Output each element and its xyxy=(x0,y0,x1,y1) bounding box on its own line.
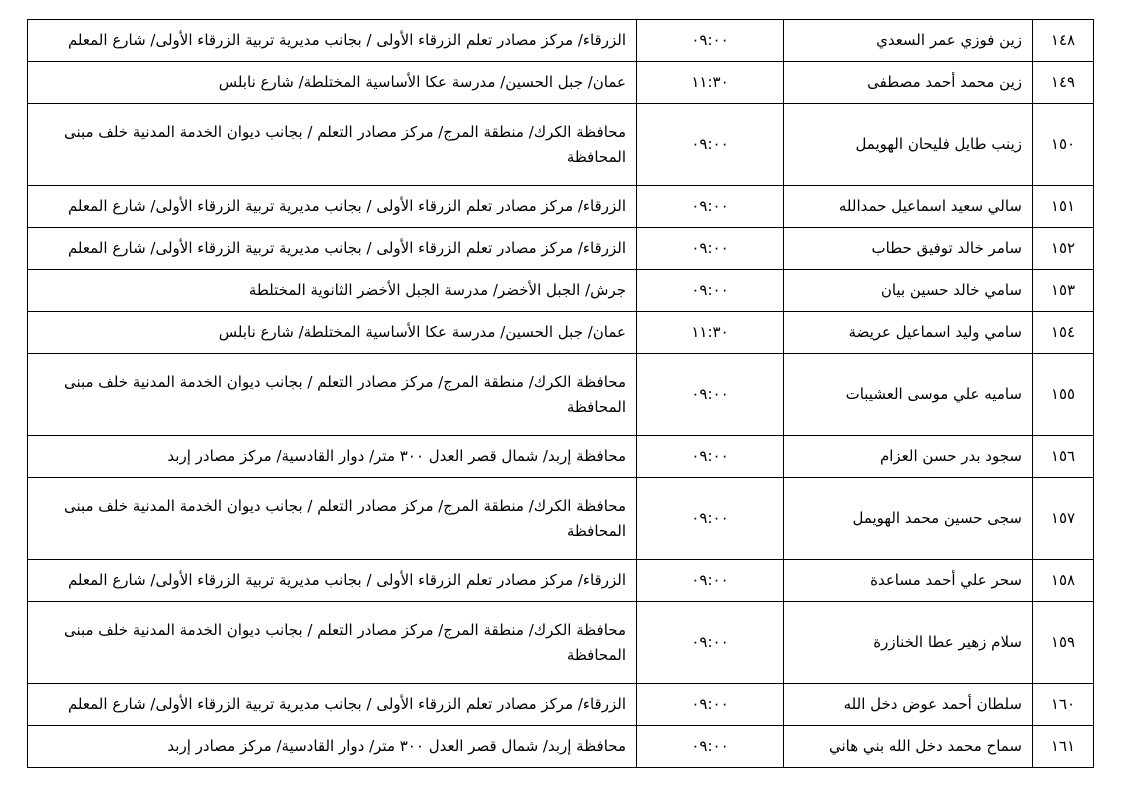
row-number-cell: ١٥٧ xyxy=(1033,478,1094,560)
table-row xyxy=(28,354,1094,436)
location-cell: محافظة إربد/ شمال قصر العدل ٣٠٠ متر/ دوار القادسية/ مركز مصادر إربد xyxy=(28,436,637,478)
name-cell: ساميه علي موسى العشيبات xyxy=(784,354,1033,436)
table-row xyxy=(28,602,1094,684)
time-cell: ٠٩:٠٠ xyxy=(637,478,784,560)
location-cell: الزرقاء/ مركز مصادر تعلم الزرقاء الأولى / بجانب مديرية تربية الزرقاء الأولى/ شارع المعلم xyxy=(28,228,637,270)
location-cell: محافظة إربد/ شمال قصر العدل ٣٠٠ متر/ دوار القادسية/ مركز مصادر إربد xyxy=(28,726,637,768)
name-cell: سلام زهير عطا الخنازرة xyxy=(784,602,1033,684)
row-number-cell: ١٥٢ xyxy=(1033,228,1094,270)
row-number-cell: ١٥٦ xyxy=(1033,436,1094,478)
time-cell: ١١:٣٠ xyxy=(637,62,784,104)
row-number-cell: ١٦٠ xyxy=(1033,684,1094,726)
row-number-cell: ١٥٠ xyxy=(1033,104,1094,186)
time-cell: ٠٩:٠٠ xyxy=(637,20,784,62)
location-cell: جرش/ الجبل الأخضر/ مدرسة الجبل الأخضر الثانوية المختلطة xyxy=(28,270,637,312)
time-cell: ٠٩:٠٠ xyxy=(637,436,784,478)
table-row xyxy=(28,560,1094,602)
location-cell: عمان/ جبل الحسين/ مدرسة عكا الأساسية المختلطة/ شارع نابلس xyxy=(28,62,637,104)
table-row xyxy=(28,270,1094,312)
table-row xyxy=(28,312,1094,354)
time-cell: ٠٩:٠٠ xyxy=(637,228,784,270)
time-cell: ٠٩:٠٠ xyxy=(637,186,784,228)
location-cell: الزرقاء/ مركز مصادر تعلم الزرقاء الأولى / بجانب مديرية تربية الزرقاء الأولى/ شارع المعلم xyxy=(28,20,637,62)
schedule-table xyxy=(27,19,1094,768)
name-cell: سامر خالد توفيق حطاب xyxy=(784,228,1033,270)
name-cell: زين محمد أحمد مصطفى xyxy=(784,62,1033,104)
name-cell: سجود بدر حسن العزام xyxy=(784,436,1033,478)
row-number-cell: ١٥٨ xyxy=(1033,560,1094,602)
table-body xyxy=(28,20,1094,768)
table-row xyxy=(28,684,1094,726)
location-cell: الزرقاء/ مركز مصادر تعلم الزرقاء الأولى / بجانب مديرية تربية الزرقاء الأولى/ شارع المعلم xyxy=(28,186,637,228)
time-cell: ٠٩:٠٠ xyxy=(637,684,784,726)
name-cell: سلطان أحمد عوض دخل الله xyxy=(784,684,1033,726)
location-cell: محافظة الكرك/ منطقة المرج/ مركز مصادر التعلم / بجانب ديوان الخدمة المدنية خلف مبنى المحافظة xyxy=(28,104,637,186)
table-row xyxy=(28,62,1094,104)
row-number-cell: ١٤٩ xyxy=(1033,62,1094,104)
time-cell: ٠٩:٠٠ xyxy=(637,104,784,186)
name-cell: سجى حسين محمد الهويمل xyxy=(784,478,1033,560)
row-number-cell: ١٥٣ xyxy=(1033,270,1094,312)
name-cell: زينب طايل فليحان الهويمل xyxy=(784,104,1033,186)
time-cell: ٠٩:٠٠ xyxy=(637,726,784,768)
name-cell: سحر علي أحمد مساعدة xyxy=(784,560,1033,602)
time-cell: ٠٩:٠٠ xyxy=(637,602,784,684)
table-row xyxy=(28,20,1094,62)
row-number-cell: ١٦١ xyxy=(1033,726,1094,768)
time-cell: ١١:٣٠ xyxy=(637,312,784,354)
location-cell: عمان/ جبل الحسين/ مدرسة عكا الأساسية المختلطة/ شارع نابلس xyxy=(28,312,637,354)
time-cell: ٠٩:٠٠ xyxy=(637,560,784,602)
row-number-cell: ١٥٩ xyxy=(1033,602,1094,684)
name-cell: سماح محمد دخل الله بني هاني xyxy=(784,726,1033,768)
row-number-cell: ١٥١ xyxy=(1033,186,1094,228)
table-row xyxy=(28,436,1094,478)
name-cell: سامي وليد اسماعيل عريضة xyxy=(784,312,1033,354)
location-cell: الزرقاء/ مركز مصادر تعلم الزرقاء الأولى / بجانب مديرية تربية الزرقاء الأولى/ شارع المعلم xyxy=(28,684,637,726)
location-cell: الزرقاء/ مركز مصادر تعلم الزرقاء الأولى / بجانب مديرية تربية الزرقاء الأولى/ شارع المعلم xyxy=(28,560,637,602)
name-cell: سالي سعيد اسماعيل حمدالله xyxy=(784,186,1033,228)
table-row xyxy=(28,726,1094,768)
table-row xyxy=(28,104,1094,186)
row-number-cell: ١٥٤ xyxy=(1033,312,1094,354)
time-cell: ٠٩:٠٠ xyxy=(637,270,784,312)
table-row xyxy=(28,228,1094,270)
row-number-cell: ١٥٥ xyxy=(1033,354,1094,436)
time-cell: ٠٩:٠٠ xyxy=(637,354,784,436)
name-cell: زين فوزي عمر السعدي xyxy=(784,20,1033,62)
table-row xyxy=(28,186,1094,228)
name-cell: سامي خالد حسين بيان xyxy=(784,270,1033,312)
table-row xyxy=(28,478,1094,560)
location-cell: محافظة الكرك/ منطقة المرج/ مركز مصادر التعلم / بجانب ديوان الخدمة المدنية خلف مبنى المحافظة xyxy=(28,354,637,436)
location-cell: محافظة الكرك/ منطقة المرج/ مركز مصادر التعلم / بجانب ديوان الخدمة المدنية خلف مبنى المحافظة xyxy=(28,478,637,560)
location-cell: محافظة الكرك/ منطقة المرج/ مركز مصادر التعلم / بجانب ديوان الخدمة المدنية خلف مبنى المحافظة xyxy=(28,602,637,684)
row-number-cell: ١٤٨ xyxy=(1033,20,1094,62)
